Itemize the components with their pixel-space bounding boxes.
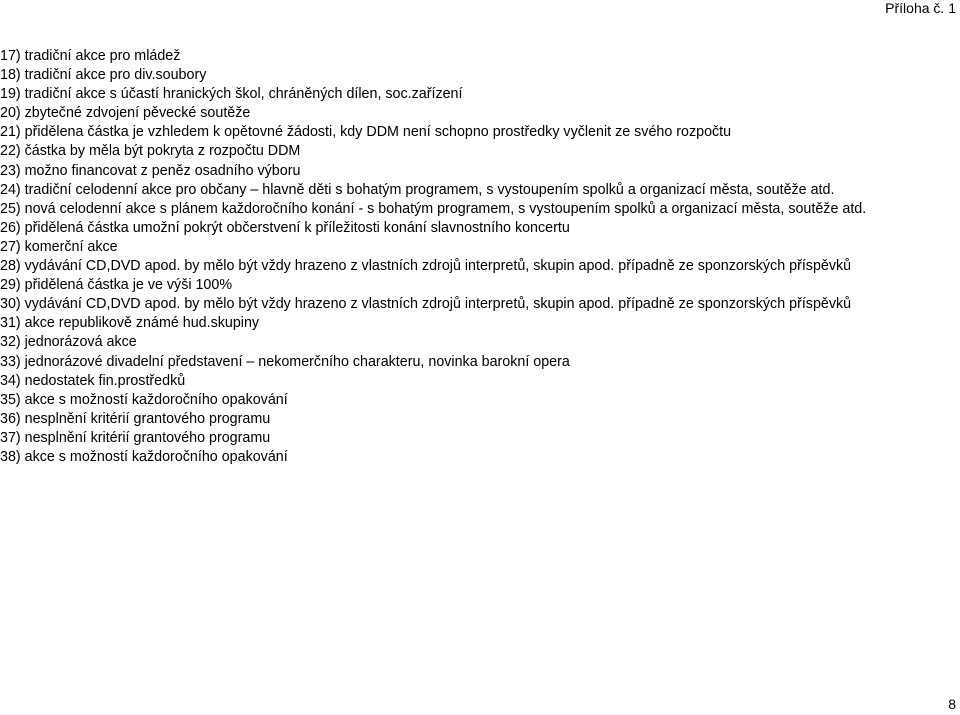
note-item: 21) přidělena částka je vzhledem k opětovné žádosti, kdy DDM není schopno prostředky vyčlenit ze svého rozpočtu [0,124,732,141]
note-item: 36) nesplnění kritérií grantového programu [0,410,271,427]
attachment-label: Příloha č. 1 [885,0,956,16]
note-item: 22) částka by měla být pokryta z rozpočtu DDM [0,143,301,160]
note-item: 17) tradiční akce pro mládež [0,48,181,64]
note-item: 20) zbytečné zdvojení pěvecké soutěže [0,105,251,122]
note-item: 34) nedostatek fin.prostředků [0,372,186,389]
note-item: 32) jednorázová akce [0,334,137,351]
note-item: 29) přidělená částka je ve výši 100% [0,277,233,294]
page-number: 8 [948,696,956,712]
note-item: 25) nová celodenní akce s plánem každoročního konání - s bohatým programem, s vystoupením spolků a organizací města, soutěže atd. [0,200,867,217]
note-item: 37) nesplnění kritérií grantového programu [0,429,271,446]
note-item: 35) akce s možností každoročního opakování [0,391,288,408]
notes-list [0,47,955,467]
note-item: 19) tradiční akce s účastí hranických škol, chráněných dílen, soc.zařízení [0,86,463,103]
note-item: 26) přidělená částka umožní pokrýt občerstvení k příležitosti konání slavnostního koncertu [0,219,570,236]
note-item: 18) tradiční akce pro div.soubory [0,67,207,84]
note-item: 27) komerční akce [0,238,118,255]
note-item: 23) možno financovat z peněz osadního výboru [0,162,301,179]
note-item: 31) akce republikově známé hud.skupiny [0,315,260,332]
note-item: 24) tradiční celodenní akce pro občany – hlavně děti s bohatým programem, s vystoupením spolků a organizací města, soutěže atd. [0,181,835,198]
note-item: 33) jednorázové divadelní představení – nekomerčního charakteru, novinka barokní opera [0,353,570,370]
note-item: 38) akce s možností každoročního opakování [0,448,288,465]
note-item: 30) vydávání CD,DVD apod. by mělo být vždy hrazeno z vlastních zdrojů interpretů, skupin apod. případně ze sponzorských příspěvků [0,296,852,313]
note-item: 28) vydávání CD,DVD apod. by mělo být vždy hrazeno z vlastních zdrojů interpretů, skupin apod. případně ze sponzorských příspěvků [0,258,852,275]
